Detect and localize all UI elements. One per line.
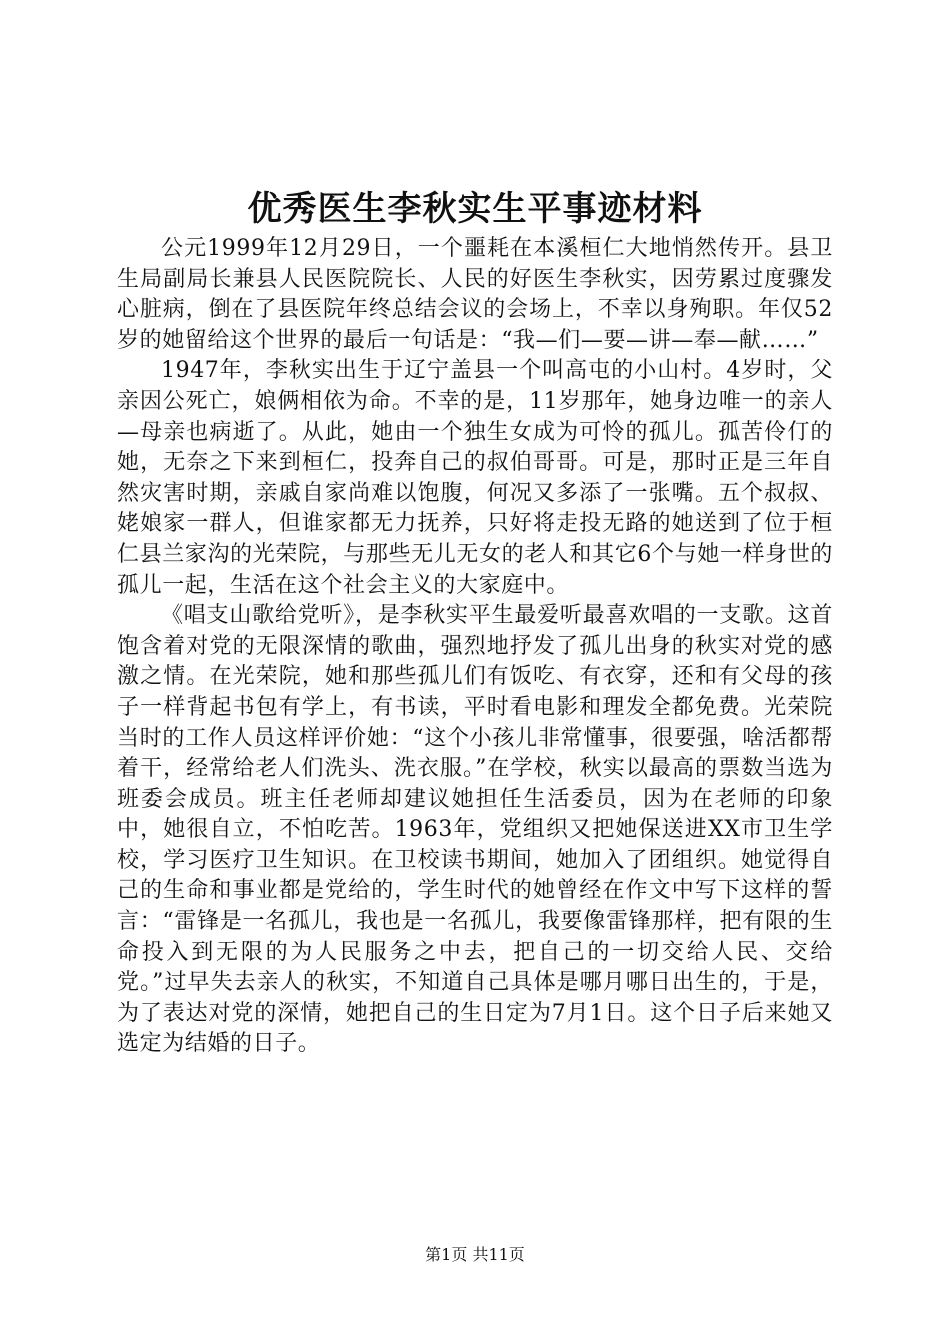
paragraph: 1947年，李秋实出生于辽宁盖县一个叫高屯的小山村。4岁时，父亲因公死亡，娘俩相依为命。不幸的是，11岁那年，她身边唯一的亲人—母亲也病逝了。从此，她由一个独生女成为可怜的孤儿。孤苦伶仃的她，无奈之下来到桓仁，投奔自己的叔伯哥哥。可是，那时正是三年自然灾害时期，亲戚自家尚难以饱腹，何况又多添了一张嘴。五个叔叔、姥娘家一群人，但谁家都无力抚养，只好将走投无路的她送到了位于桓仁县兰家沟的光荣院，与那些无儿无女的老人和其它6个与她一样身世的孤儿一起，生活在这个社会主义的大家庭中。: [117, 358, 833, 598]
page-number-footer: 第1页 共11页: [425, 1245, 525, 1264]
page-title: 优秀医生李秋实生平事迹材料: [247, 189, 703, 229]
paragraph: 公元1999年12月29日，一个噩耗在本溪桓仁大地悄然传开。县卫生局副局长兼县人民医院院长、人民的好医生李秋实，因劳累过度骤发心脏病，倒在了县医院年终总结会议的会场上，不幸以身殉职。年仅52岁的她留给这个世界的最后一句话是：“我—们—要—讲—奉—献……”: [117, 236, 833, 353]
document-body: [117, 234, 833, 1060]
paragraph: 《唱支山歌给党听》，是李秋实平生最爱听最喜欢唱的一支歌。这首饱含着对党的无限深情的歌曲，强烈地抒发了孤儿出身的秋实对党的感激之情。在光荣院，她和那些孤儿们有饭吃、有衣穿，还和有父母的孩子一样背起书包有学上，有书读，平时看电影和理发全都免费。光荣院当时的工作人员这样评价她：“这个小孩儿非常懂事，很要强，啥活都帮着干，经常给老人们洗头、洗衣服。”在学校，秋实以最高的票数当选为班委会成员。班主任老师却建议她担任生活委员，因为在老师的印象中，她很自立，不怕吃苦。1963年，党组织又把她保送进XX市卫生学校，学习医疗卫生知识。在卫校读书期间，她加入了团组织。她觉得自己的生命和事业都是党给的，学生时代的她曾经在作文中写下这样的誓言：“雷锋是一名孤儿，我也是一名孤儿，我要像雷锋那样，把有限的生命投入到无限的为人民服务之中去，把自己的一切交给人民、交给党。”过早失去亲人的秋实，不知道自己具体是哪月哪日出生的，于是，为了表达对党的深情，她把自己的生日定为7月1日。这个日子后来她又选定为结婚的日子。: [117, 603, 833, 1057]
